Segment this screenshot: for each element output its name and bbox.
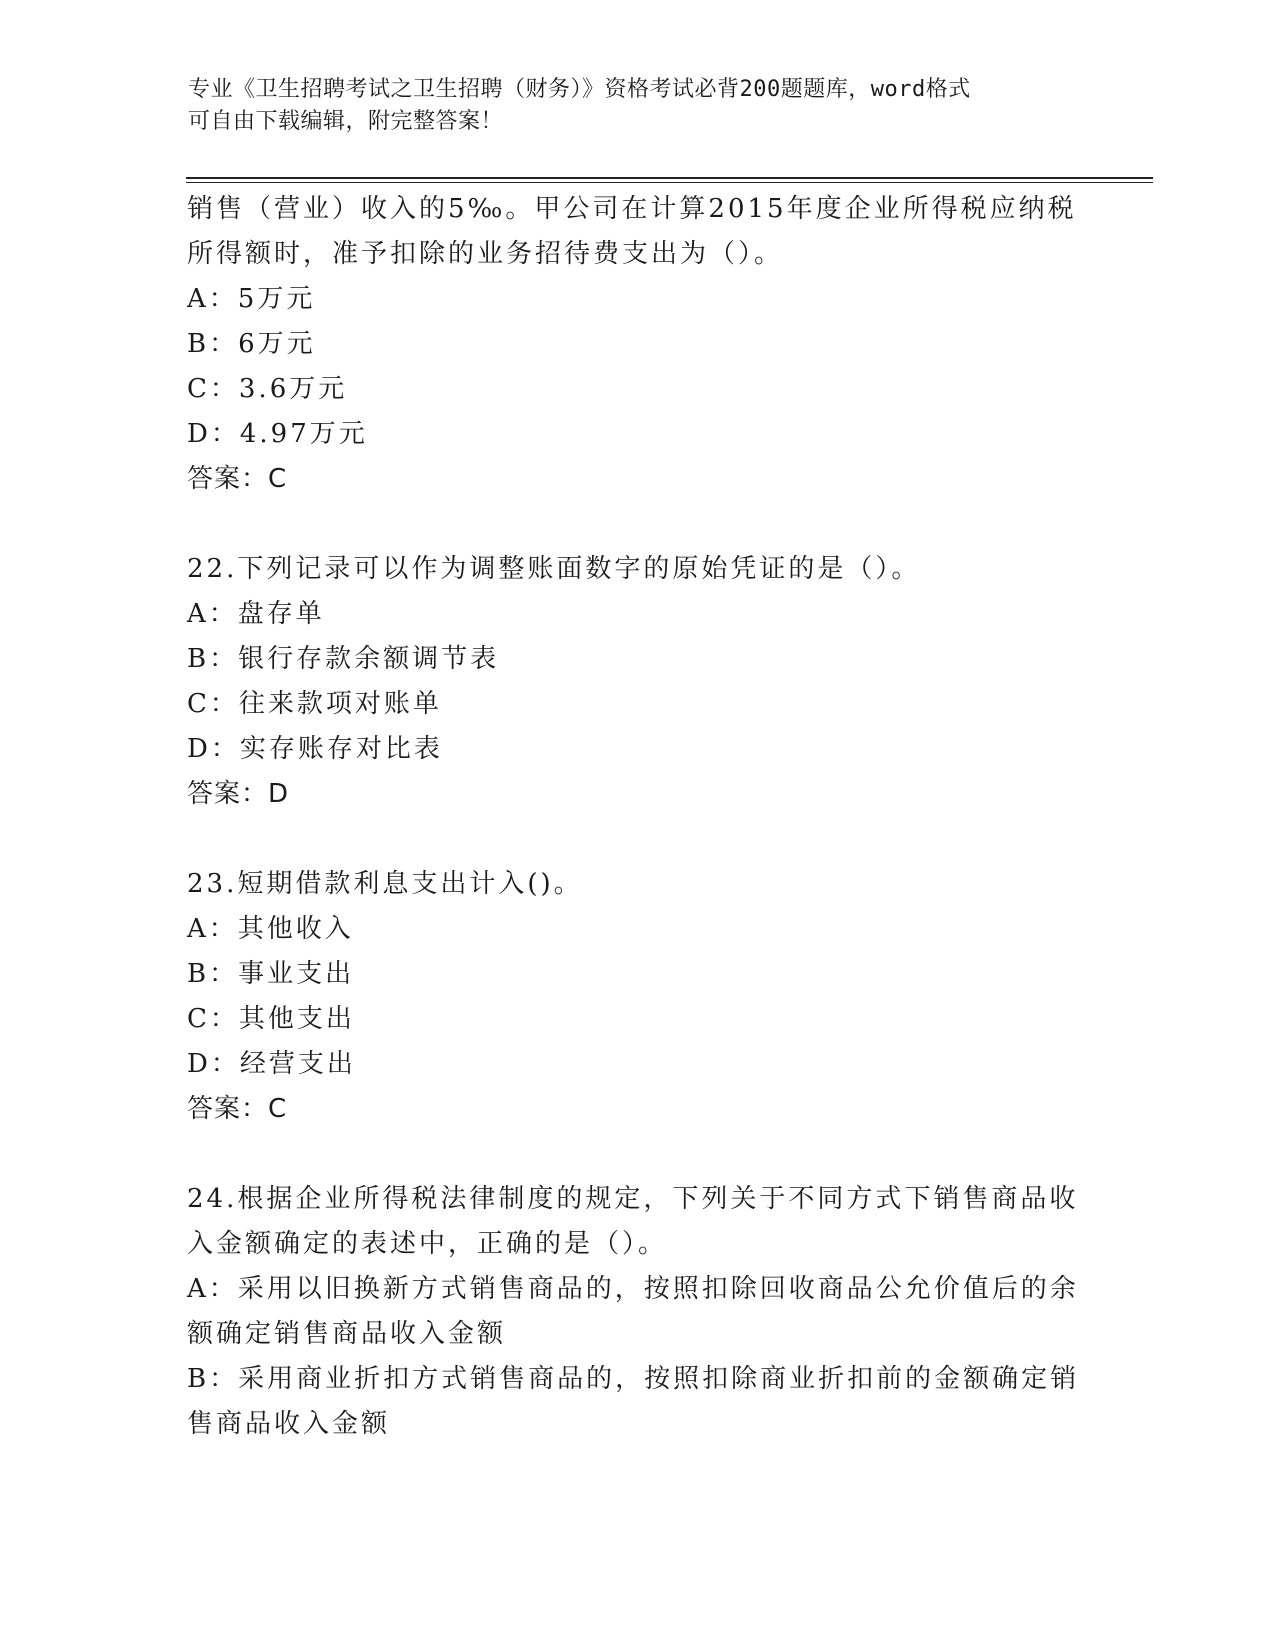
question-22 — [187, 547, 1087, 817]
header-divider-thin — [186, 182, 1153, 183]
answer: 答案：D — [187, 779, 290, 809]
option-c: C：往来款项对账单 — [187, 689, 442, 719]
option-b: B：6万元 — [187, 329, 316, 359]
answer: 答案：C — [187, 464, 288, 494]
answer: 答案：C — [187, 1094, 288, 1124]
question-stem: 24.根据企业所得税法律制度的规定，下列关于不同方式下销售商品收 — [187, 1184, 1079, 1214]
option-d: D：实存账存对比表 — [187, 734, 443, 764]
option-b: B：银行存款余额调节表 — [187, 644, 500, 674]
option-c: C：3.6万元 — [187, 374, 348, 404]
option-a: A：5万元 — [187, 284, 316, 314]
header-divider-thick — [186, 177, 1153, 179]
question-stem: 所得额时，准予扣除的业务招待费支出为（）。 — [187, 239, 784, 269]
option-c: C：其他支出 — [187, 1004, 355, 1034]
question-23 — [187, 862, 1087, 1132]
spacer — [187, 1132, 1087, 1177]
question-24 — [187, 1177, 1087, 1447]
question-list — [187, 187, 1087, 1447]
question-stem: 入金额确定的表述中，正确的是（）。 — [187, 1229, 668, 1259]
spacer — [187, 502, 1087, 547]
option-d: D：经营支出 — [187, 1049, 356, 1079]
option-b: B：事业支出 — [187, 959, 355, 989]
option-a: 额确定销售商品收入金额 — [187, 1319, 507, 1349]
option-a: A：其他收入 — [187, 914, 354, 944]
question-stem: 23.短期借款利息支出计入()。 — [187, 869, 583, 899]
option-a: A：盘存单 — [187, 599, 325, 629]
document-header — [188, 74, 1068, 138]
question-stem: 22.下列记录可以作为调整账面数字的原始凭证的是（）。 — [187, 554, 921, 584]
header-title-line-2: 可自由下载编辑，附完整答案！ — [188, 109, 504, 134]
question-stem: 销售（营业）收入的5‰。甲公司在计算2015年度企业所得税应纳税 — [187, 194, 1077, 224]
spacer — [187, 817, 1087, 862]
option-d: D：4.97万元 — [187, 419, 368, 449]
option-b: 售商品收入金额 — [187, 1409, 391, 1439]
option-a: A：采用以旧换新方式销售商品的，按照扣除回收商品公允价值后的余 — [187, 1274, 1079, 1304]
option-b: B：采用商业折扣方式销售商品的，按照扣除商业折扣前的金额确定销 — [187, 1364, 1080, 1394]
question-21 — [187, 187, 1087, 502]
header-title-line-1: 专业《卫生招聘考试之卫生招聘（财务）》资格考试必背200题题库，word格式 — [188, 77, 971, 102]
